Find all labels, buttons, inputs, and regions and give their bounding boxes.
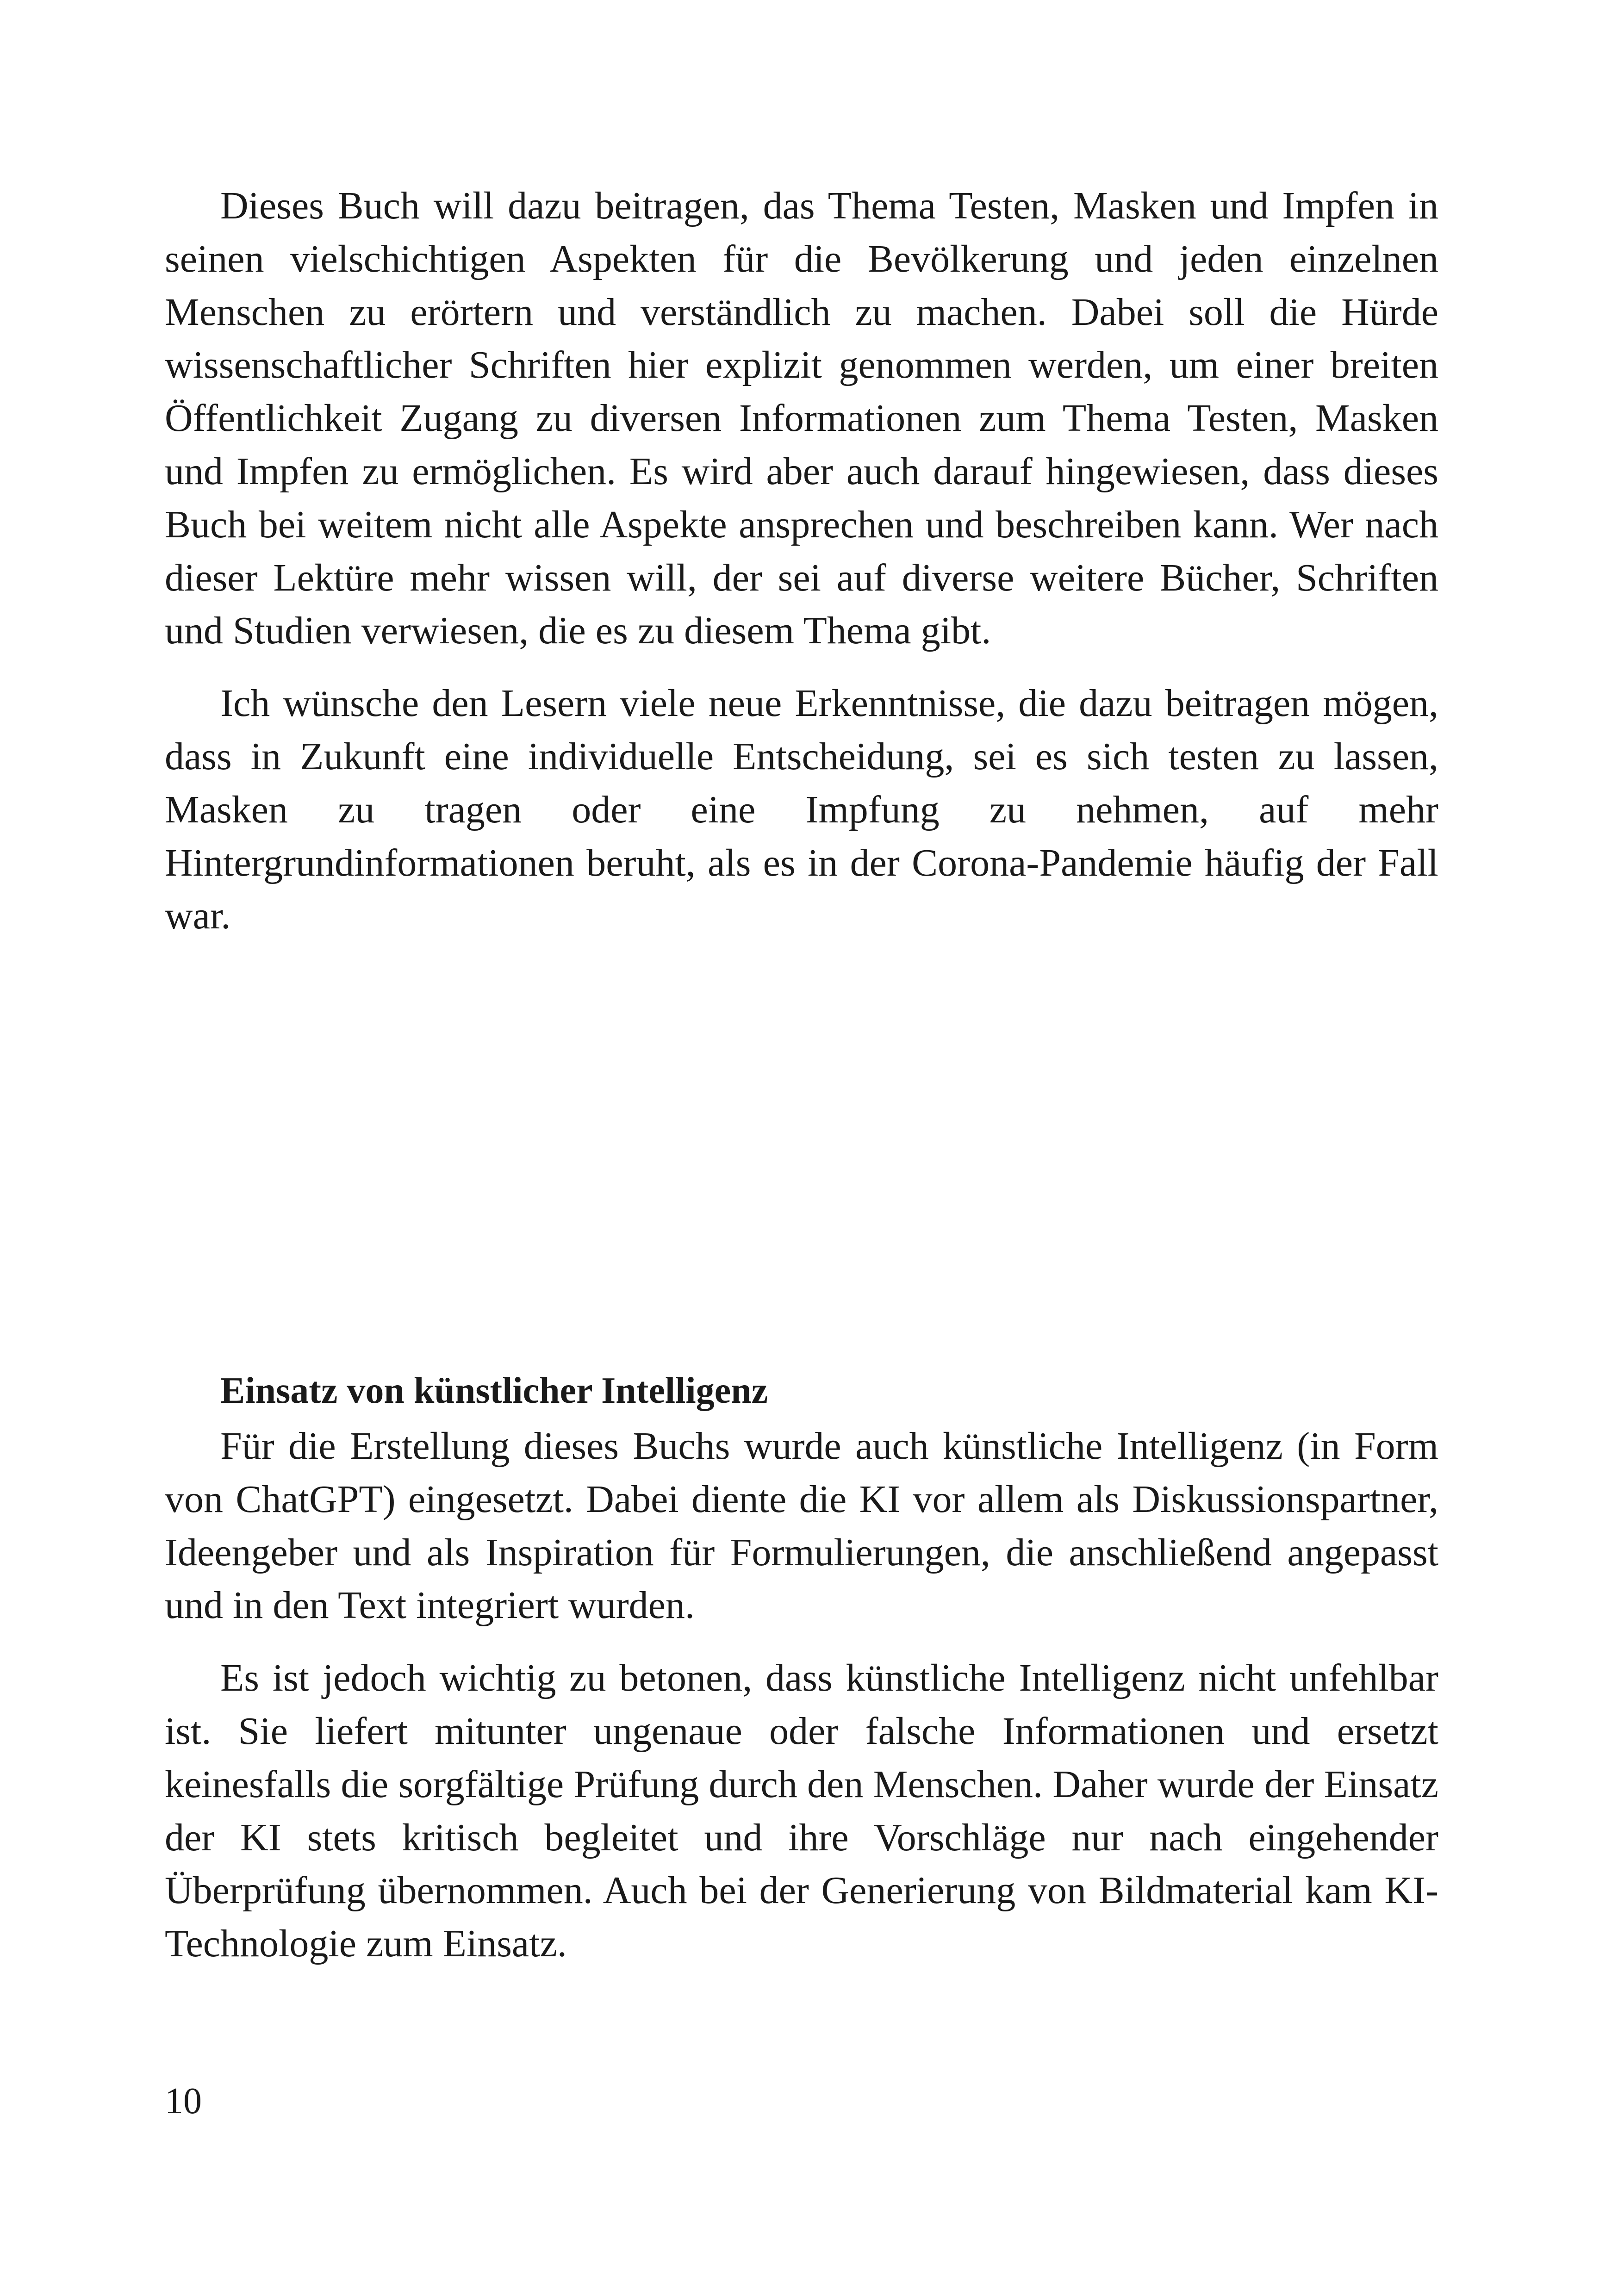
ki-paragraph-2: Es ist jedoch wichtig zu betonen, dass künstliche Intelligenz nicht unfehlbar ist. Sie liefert mitunter ungenaue oder falsche Informationen und ersetzt keinesfalls die sorgfältige Prüfung durch den Menschen. Daher wurde der Einsatz der KI stets kritisch begleitet und ihre Vorschläge nur nach eingehender Überprüfung übernommen. Auch bei der Generierung von Bildmaterial kam KI-Technologie zum Einsatz. (165, 1656, 1438, 1966)
page-number: 10 (165, 2081, 202, 2122)
intro-paragraph-1: Dieses Buch will dazu beitragen, das Thema Testen, Masken und Impfen in seinen vielschichtigen Aspekten für die Bevölkerung und jeden einzelnen Menschen zu erörtern und verständlich zu machen. Dabei soll die Hürde wissenschaftlicher Schriften hier explizit genommen werden, um einer breiten Öffentlichkeit Zugang zu diversen Informationen zum Thema Testen, Masken und Impfen zu ermöglichen. Es wird aber auch darauf hingewiesen, dass dieses Buch bei weitem nicht alle Aspekte ansprechen und beschreiben kann. Wer nach dieser Lektüre mehr wissen will, der sei auf diverse weitere Bücher, Schriften und Studien verwiesen, die es zu diesem Thema gibt. (165, 184, 1438, 653)
ki-section (165, 1364, 1438, 1971)
ki-paragraph-1: Für die Erstellung dieses Buchs wurde auch künstliche Intelligenz (in Form von ChatGPT) eingesetzt. Dabei diente die KI vor allem als Diskussionspartner, Ideengeber und als Inspiration für Formulierungen, die anschließend angepasst und in den Text integriert wurden. (165, 1425, 1438, 1627)
intro-section (165, 180, 1438, 943)
intro-paragraph-2: Ich wünsche den Lesern viele neue Erkenntnisse, die dazu beitragen mögen, dass in Zukunft eine individuelle Entscheidung, sei es sich testen zu lassen, Masken zu tragen oder eine Impfung zu nehmen, auf mehr Hintergrundinformationen beruht, als es in der Corona-Pandemie häufig der Fall war. (165, 682, 1438, 938)
ki-section-heading: Einsatz von künstlicher Intelligenz (220, 1370, 768, 1411)
